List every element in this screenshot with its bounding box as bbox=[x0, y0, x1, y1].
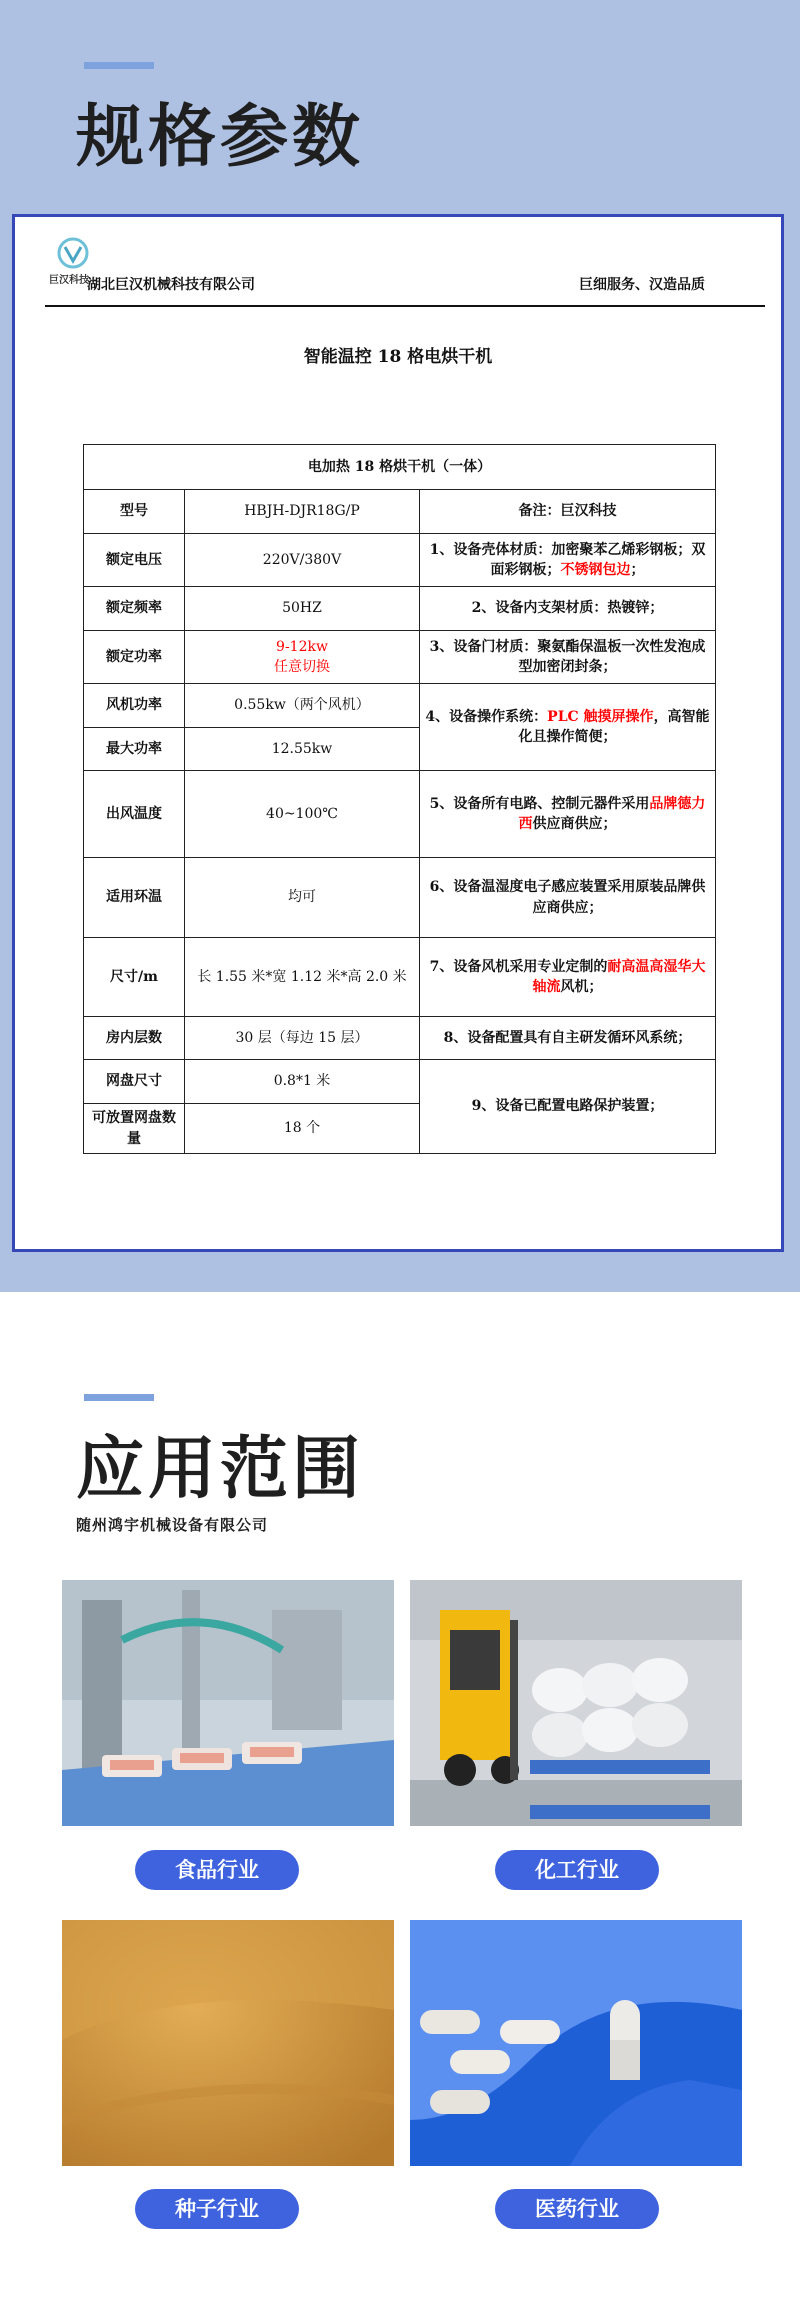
row-value: 均可 bbox=[185, 858, 420, 938]
value-line: 9-12kw bbox=[276, 638, 328, 655]
application-section-subtitle: 随州鸿宇机械设备有限公司 bbox=[76, 1516, 269, 1534]
spec-section-title: 规格参数 bbox=[76, 98, 365, 177]
document-title: 智能温控 18 格电烘干机 bbox=[303, 347, 493, 367]
row-value: 0.8*1 米 bbox=[185, 1060, 420, 1104]
row-value: 40~100℃ bbox=[185, 771, 420, 858]
row-value: 18 个 bbox=[185, 1104, 420, 1154]
row-value bbox=[185, 631, 420, 684]
row-label: 额定频率 bbox=[84, 587, 185, 631]
table-row bbox=[84, 684, 716, 728]
note-cell bbox=[420, 534, 716, 587]
seed-grain-photo bbox=[62, 1920, 394, 2166]
table-row bbox=[84, 631, 716, 684]
row-label: 额定功率 bbox=[84, 631, 185, 684]
note-cell: 6、设备温湿度电子感应装置采用原装品牌供应商供应； bbox=[420, 858, 716, 938]
note-text: 风机； bbox=[560, 979, 603, 995]
spec-table bbox=[83, 444, 716, 1154]
table-row bbox=[84, 1060, 716, 1104]
row-value: HBJH-DJR18G/P bbox=[185, 490, 420, 534]
row-label: 网盘尺寸 bbox=[84, 1060, 185, 1104]
note-cell: 备注：巨汉科技 bbox=[420, 490, 716, 534]
row-label: 风机功率 bbox=[84, 684, 185, 728]
note-cell bbox=[420, 771, 716, 858]
note-cell bbox=[420, 684, 716, 771]
row-label: 可放置网盘数量 bbox=[84, 1104, 185, 1154]
company-slogan: 巨细服务、汉造品质 bbox=[579, 277, 705, 293]
note-text: 5、设备所有电路、控制元器件采用 bbox=[429, 795, 650, 812]
medicine-capsule-photo bbox=[410, 1920, 742, 2166]
note-cell: 3、设备门材质：聚氨酯保温板一次性发泡成型加密闭封条； bbox=[420, 631, 716, 684]
row-value: 0.55kw（两个风机） bbox=[185, 684, 420, 728]
row-label: 出风温度 bbox=[84, 771, 185, 858]
row-label: 适用环温 bbox=[84, 858, 185, 938]
row-label: 尺寸/m bbox=[84, 938, 185, 1017]
row-label: 房内层数 bbox=[84, 1017, 185, 1060]
section-accent-bar bbox=[84, 1394, 154, 1401]
chemical-industry-button[interactable]: 化工行业 bbox=[495, 1850, 659, 1890]
row-label: 型号 bbox=[84, 490, 185, 534]
note-text: ，高智能化且操作简便； bbox=[518, 708, 710, 745]
food-production-line-photo bbox=[62, 1580, 394, 1826]
table-row bbox=[84, 771, 716, 858]
company-name: 湖北巨汉机械科技有限公司 bbox=[87, 277, 255, 293]
section-accent-bar bbox=[84, 62, 154, 69]
row-label: 额定电压 bbox=[84, 534, 185, 587]
chemical-forklift-photo bbox=[410, 1580, 742, 1826]
note-cell: 9、设备已配置电路保护装置； bbox=[420, 1060, 716, 1154]
spec-table-header: 电加热 18 格烘干机（一体） bbox=[84, 445, 716, 490]
table-row bbox=[84, 1017, 716, 1060]
medicine-industry-button[interactable]: 医药行业 bbox=[495, 2189, 659, 2229]
note-highlight: 品牌德力西 bbox=[518, 795, 706, 832]
table-row bbox=[84, 938, 716, 1017]
note-highlight: 耐高温高湿华大轴流 bbox=[532, 958, 706, 995]
note-cell: 8、设备配置具有自主研发循环风系统； bbox=[420, 1017, 716, 1060]
row-value: 长 1.55 米*宽 1.12 米*高 2.0 米 bbox=[185, 938, 420, 1017]
seed-industry-button[interactable]: 种子行业 bbox=[135, 2189, 299, 2229]
note-text: 1、设备壳体材质：加密聚苯乙烯彩钢板；双面彩钢板； bbox=[429, 541, 706, 578]
value-line: 任意切换 bbox=[274, 659, 330, 675]
table-row bbox=[84, 587, 716, 631]
note-highlight: 不锈钢包边 bbox=[560, 562, 631, 578]
note-text: 4、设备操作系统： bbox=[425, 708, 548, 725]
row-label: 最大功率 bbox=[84, 728, 185, 771]
application-section-title: 应用范围 bbox=[76, 1430, 365, 1509]
note-text: 供应商供应； bbox=[532, 816, 617, 832]
table-row bbox=[84, 534, 716, 587]
row-value: 12.55kw bbox=[185, 728, 420, 771]
note-text: 7、设备风机采用专业定制的 bbox=[429, 958, 608, 975]
row-value: 50HZ bbox=[185, 587, 420, 631]
header-divider bbox=[45, 305, 765, 307]
food-industry-button[interactable]: 食品行业 bbox=[135, 1850, 299, 1890]
note-cell bbox=[420, 938, 716, 1017]
note-highlight: PLC 触摸屏操作 bbox=[547, 708, 654, 725]
row-value: 30 层（每边 15 层） bbox=[185, 1017, 420, 1060]
note-text: ； bbox=[630, 562, 645, 578]
spec-sheet-card bbox=[12, 214, 784, 1252]
table-row bbox=[84, 490, 716, 534]
note-cell: 2、设备内支架材质：热镀锌； bbox=[420, 587, 716, 631]
svg-text:巨汉科技: 巨汉科技 bbox=[49, 275, 89, 286]
row-value: 220V/380V bbox=[185, 534, 420, 587]
table-row bbox=[84, 858, 716, 938]
